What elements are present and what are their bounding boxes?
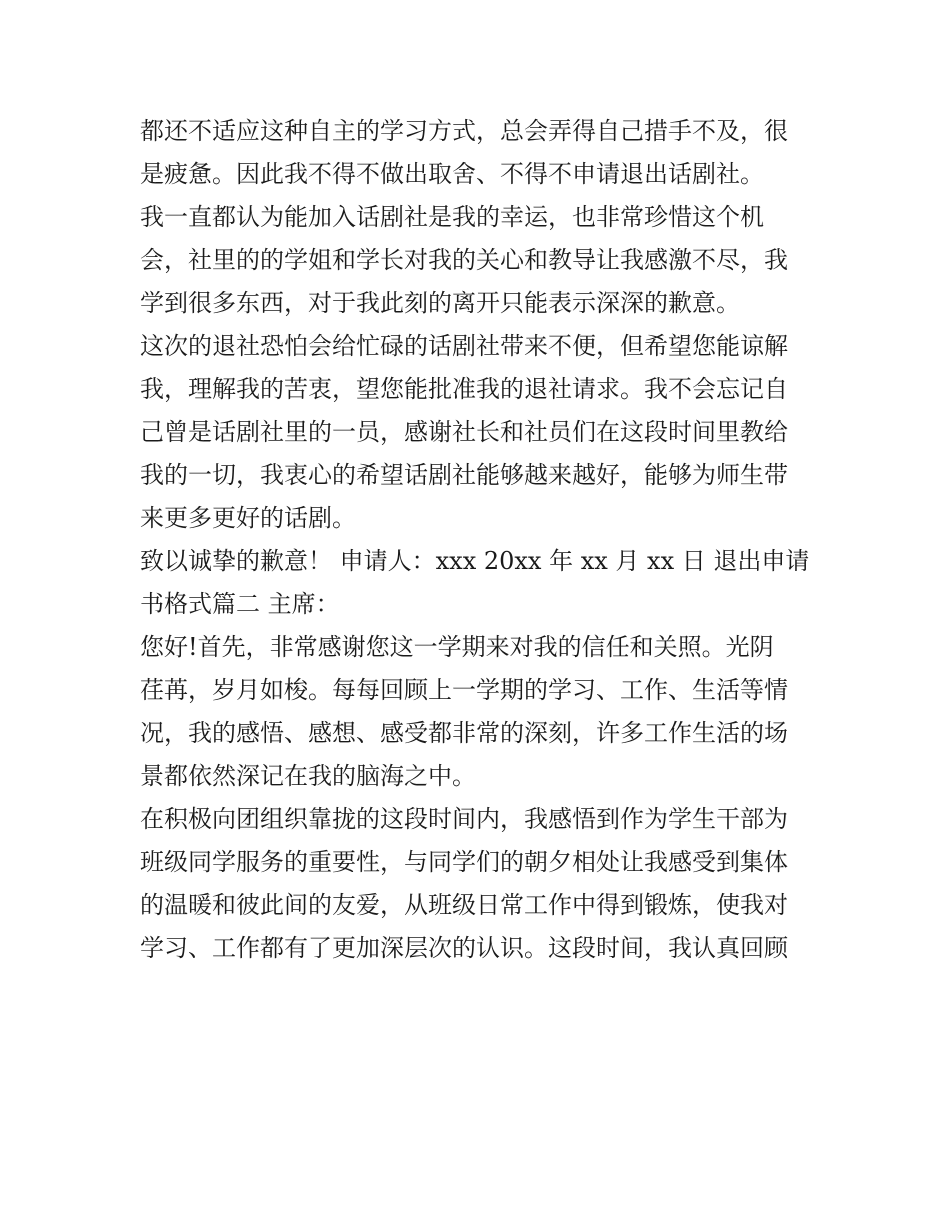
text-line: 况，我的感悟、感想、感受都非常的深刻，许多工作生活的场 — [140, 719, 788, 747]
text-line: 荏苒，岁月如梭。每每回顾上一学期的学习、工作、生活等情 — [140, 676, 788, 704]
text-line: 来更多更好的话剧。 — [140, 504, 356, 532]
text-line: 学习、工作都有了更加深层次的认识。这段时间，我认真回顾 — [140, 934, 788, 962]
text-line: 己曾是话剧社里的一员，感谢社长和社员们在这段时间里教给 — [140, 418, 788, 446]
text-line: 景都依然深记在我的脑海之中。 — [140, 762, 476, 790]
body-text — [140, 110, 820, 970]
text-line: 致以诚挚的歉意！ 申请人：xxx 20xx 年 xx 月 xx 日 退出申请 — [140, 547, 810, 575]
text-line: 学到很多东西，对于我此刻的离开只能表示深深的歉意。 — [140, 289, 740, 317]
text-line: 我一直都认为能加入话剧社是我的幸运，也非常珍惜这个机 — [140, 203, 764, 231]
text-line: 我的一切，我衷心的希望话剧社能够越来越好，能够为师生带 — [140, 461, 788, 489]
text-line: 您好!首先，非常感谢您这一学期来对我的信任和关照。光阴 — [140, 633, 774, 661]
text-line: 这次的退社恐怕会给忙碌的话剧社带来不便，但希望您能谅解 — [140, 332, 788, 360]
text-line: 是疲惫。因此我不得不做出取舍、不得不申请退出话剧社。 — [140, 160, 764, 188]
text-line: 的温暖和彼此间的友爱，从班级日常工作中得到锻炼，使我对 — [140, 891, 788, 919]
text-line: 在积极向团组织靠拢的这段时间内，我感悟到作为学生干部为 — [140, 805, 788, 833]
text-line: 班级同学服务的重要性，与同学们的朝夕相处让我感受到集体 — [140, 848, 788, 876]
text-line: 都还不适应这种自主的学习方式，总会弄得自己措手不及，很 — [140, 117, 788, 145]
text-line: 会，社里的的学姐和学长对我的关心和教导让我感激不尽，我 — [140, 246, 788, 274]
text-line: 书格式篇二 主席： — [140, 590, 340, 618]
text-line: 我，理解我的苦衷，望您能批准我的退社请求。我不会忘记自 — [140, 375, 788, 403]
